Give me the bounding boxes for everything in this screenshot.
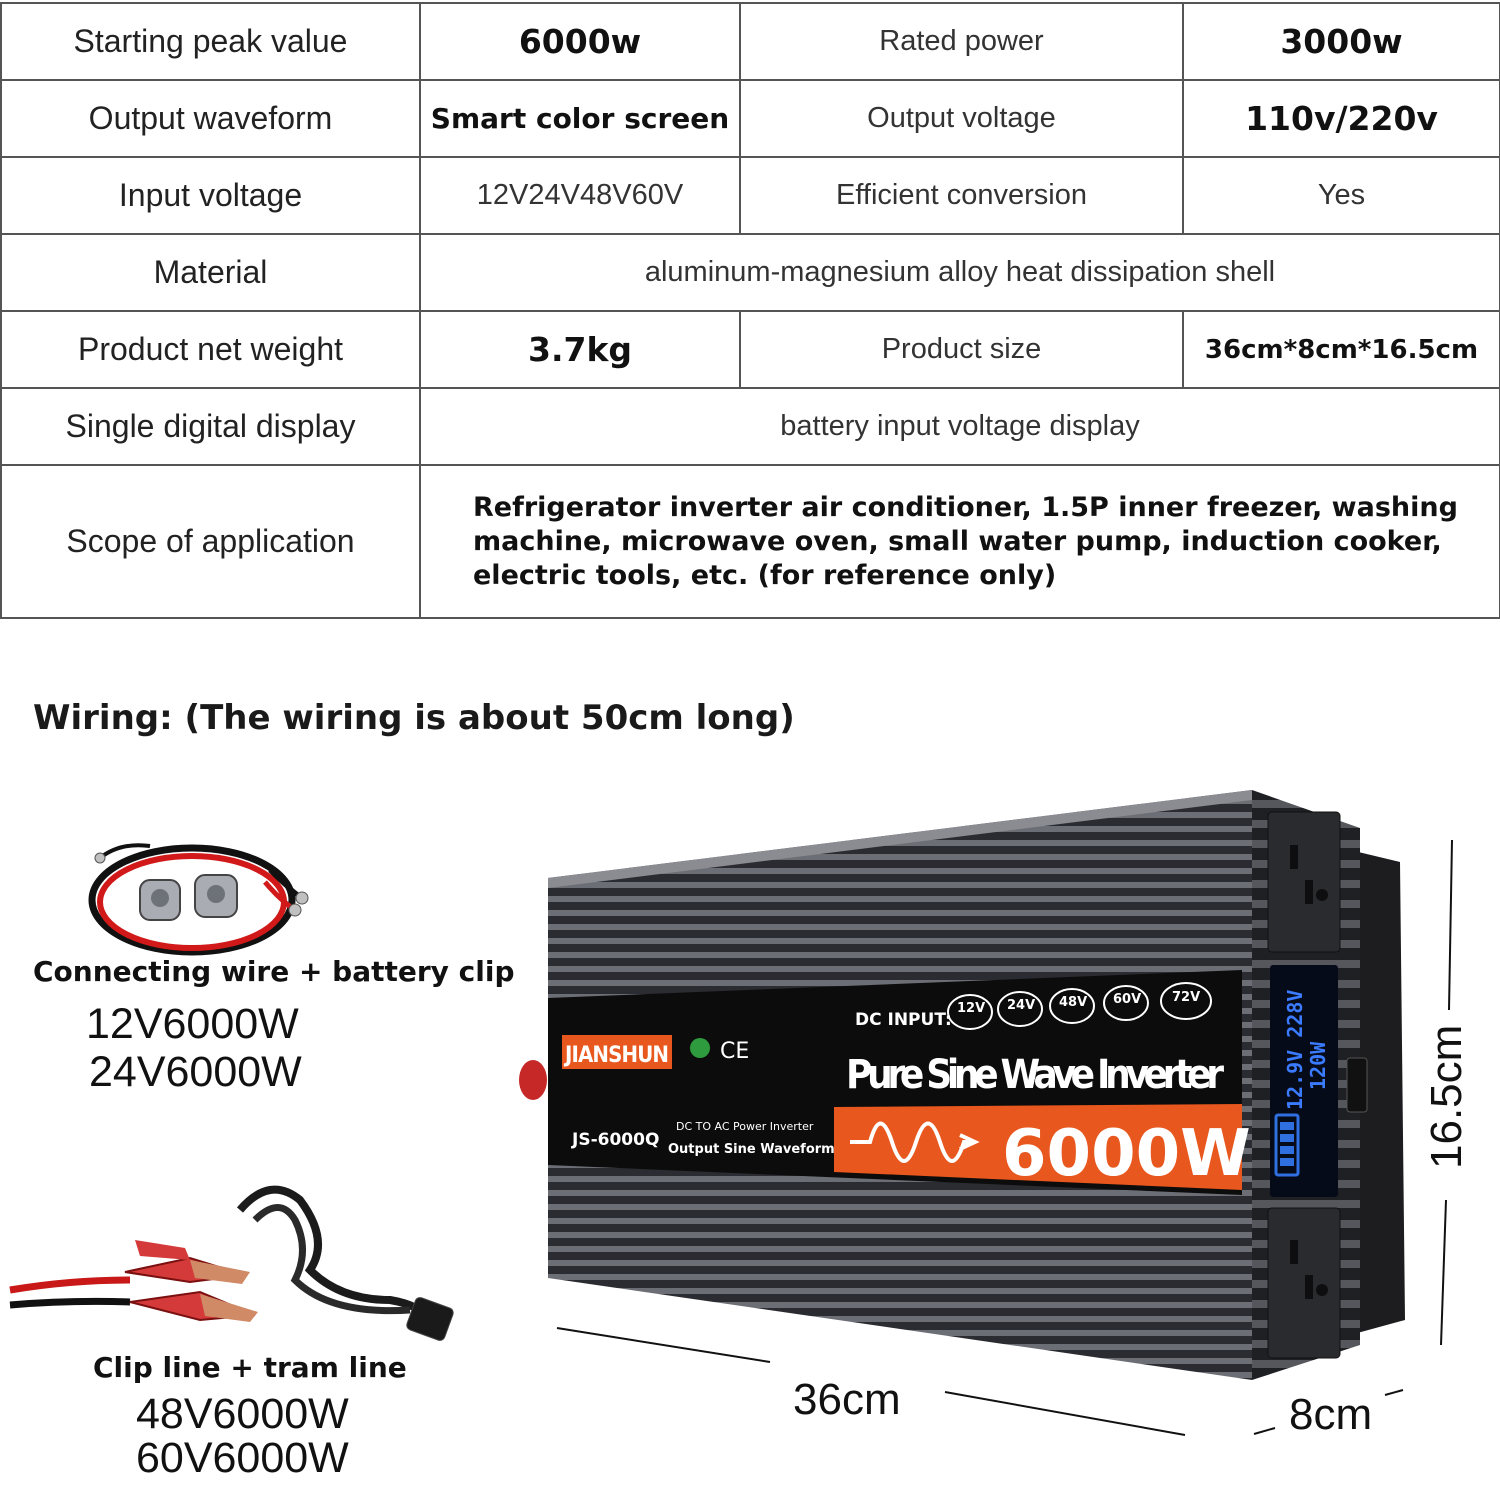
- model-number: JS-6000Q: [572, 1130, 660, 1150]
- voltage-chip-24v: 24V: [1007, 998, 1036, 1013]
- spec-value: aluminum-magnesium alloy heat dissipation shell: [420, 234, 1500, 311]
- spec-label: Efficient conversion: [740, 157, 1183, 234]
- spec-value: 6000w: [420, 3, 740, 80]
- voltage-chip-72v: 72V: [1172, 990, 1201, 1005]
- dim-length-label: 36cm: [793, 1375, 901, 1424]
- spec-value: 3000w: [1183, 3, 1500, 80]
- kit2-caption: Clip line + tram line: [93, 1351, 407, 1384]
- spec-label: Product size: [740, 311, 1183, 388]
- dc-terminal-icon: [519, 1060, 547, 1100]
- spec-label: Starting peak value: [1, 3, 420, 80]
- product-name: Pure Sine Wave Inverter: [846, 1052, 1224, 1098]
- label-subtitle-1: DC TO AC Power Inverter: [676, 1120, 814, 1133]
- spec-value: Smart color screen: [420, 80, 740, 157]
- kit1-caption: Connecting wire + battery clip: [33, 955, 515, 988]
- label-subtitle-2: Output Sine Waveform: [668, 1142, 835, 1157]
- kit2-model-2: 60V6000W: [136, 1434, 349, 1482]
- spec-label: Product net weight: [1, 311, 420, 388]
- dim-width-label: 8cm: [1289, 1390, 1373, 1439]
- spec-label: Material: [1, 234, 420, 311]
- spec-label: Output voltage: [740, 80, 1183, 157]
- ce-mark: CE: [720, 1039, 750, 1064]
- spec-value: Refrigerator inverter air conditioner, 1.5P inner freezer, washing machine, microwave oven, small water pump, induction cooker, electric tools, etc. (for reference only): [420, 465, 1500, 618]
- kit1-model-1: 12V6000W: [86, 1000, 299, 1048]
- kit2-model-1: 48V6000W: [136, 1390, 349, 1438]
- brand-name: JIANSHUN: [565, 1043, 669, 1068]
- kit1-model-2: 24V6000W: [89, 1048, 302, 1096]
- lcd-input-text: 12.9V 228V: [1283, 989, 1307, 1110]
- spec-value: battery input voltage display: [420, 388, 1500, 465]
- voltage-chip-60v: 60V: [1113, 992, 1142, 1007]
- power-switch: [1347, 1058, 1367, 1112]
- spec-value: 12V24V48V60V: [420, 157, 740, 234]
- spec-value: 3.7kg: [420, 311, 740, 388]
- spec-label: Single digital display: [1, 388, 420, 465]
- dim-line-length-right: [945, 1392, 1185, 1435]
- lcd-output-text: 120W: [1306, 1041, 1330, 1090]
- dc-input-label: DC INPUT:: [855, 1010, 952, 1030]
- spec-value: 36cm*8cm*16.5cm: [1183, 311, 1500, 388]
- dim-height-label: 16.5cm: [1422, 1024, 1471, 1169]
- eco-icon: [690, 1038, 710, 1058]
- spec-label: Scope of application: [1, 465, 420, 618]
- dim-line-height-bottom: [1441, 1200, 1446, 1345]
- power-rating: 6000W: [1002, 1117, 1251, 1191]
- dim-line-height-top: [1449, 840, 1452, 1010]
- voltage-chip-48v: 48V: [1059, 995, 1088, 1010]
- spec-label: Input voltage: [1, 157, 420, 234]
- spec-label: Output waveform: [1, 80, 420, 157]
- dim-line-length-left: [557, 1328, 770, 1362]
- spec-value: Yes: [1183, 157, 1500, 234]
- spec-label: Rated power: [740, 3, 1183, 80]
- spec-value: 110v/220v: [1183, 80, 1500, 157]
- voltage-chip-12v: 12V: [957, 1001, 986, 1016]
- wiring-title: Wiring: (The wiring is about 50cm long): [33, 698, 795, 738]
